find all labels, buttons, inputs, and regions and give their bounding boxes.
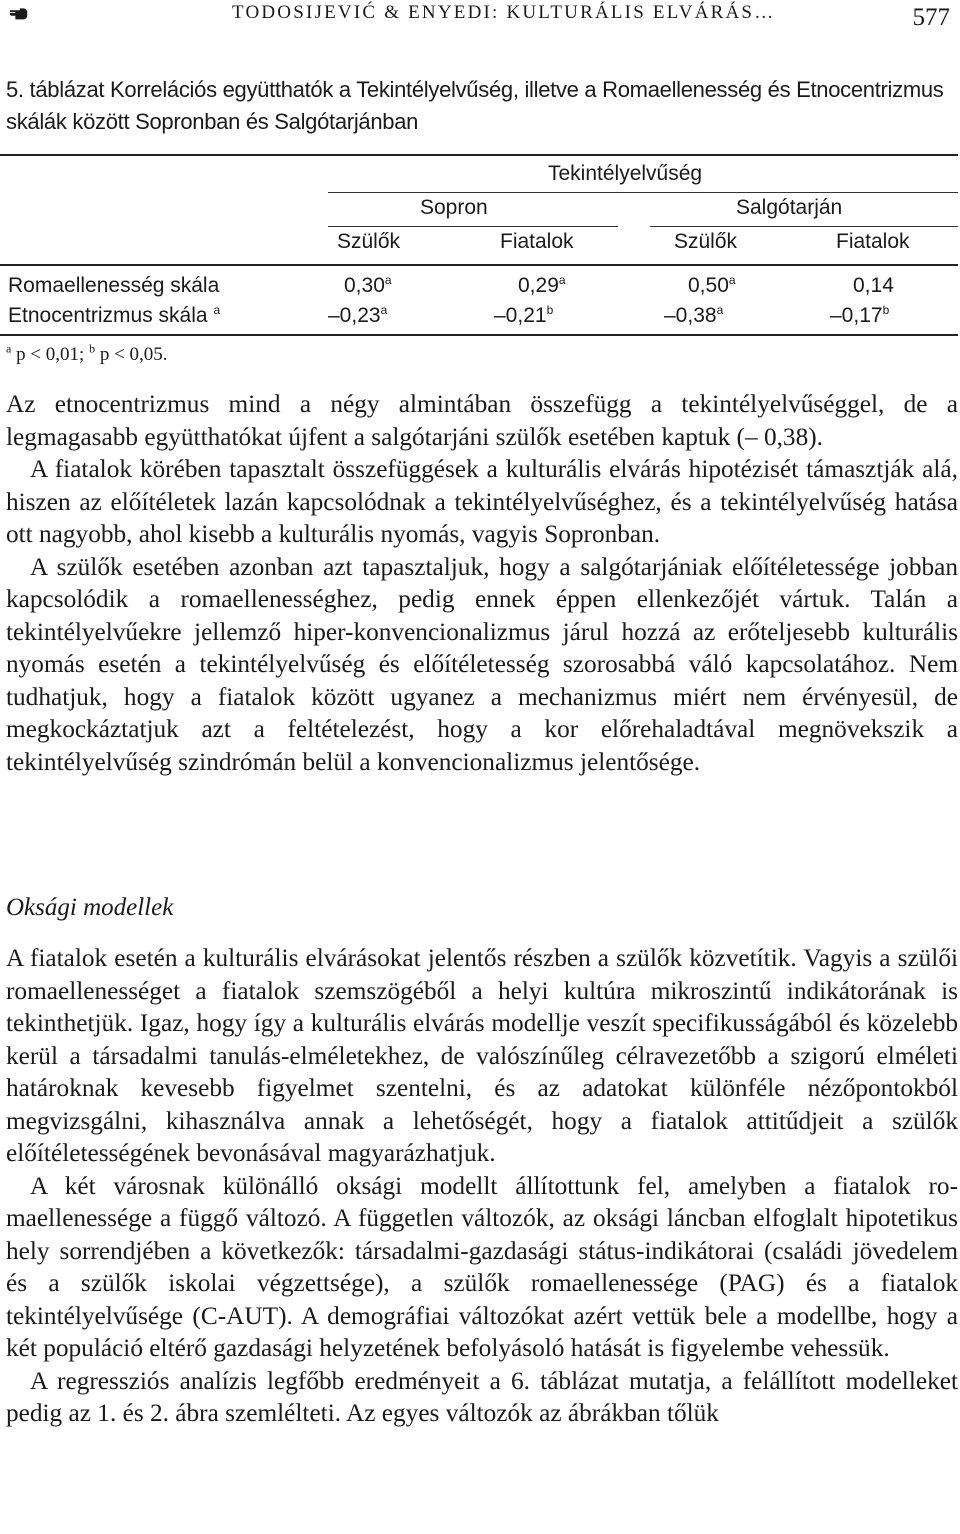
- table-cell: –0,17$^b$: [830, 303, 890, 327]
- salgotarjan-rule: [650, 226, 958, 227]
- section-heading: Oksági modellek: [6, 894, 174, 921]
- row-label: Etnocentrizmus skála $^a$: [8, 303, 221, 327]
- column-header: Szülők: [674, 230, 738, 253]
- running-head: [0, 0, 960, 40]
- table-cell: 0,29$^a$: [518, 273, 566, 297]
- column-header: Szülők: [337, 230, 401, 253]
- group-header: Tekintélyelvűség: [548, 162, 703, 185]
- table-cell: –0,23$^a$: [328, 303, 388, 327]
- table-cell: –0,21$^b$: [494, 303, 554, 327]
- group-header-rule: [328, 192, 958, 193]
- paragraph: A regressziós analízis legfőbb eredményeit a 6. táblázat mutatja, a felállított modelleket pedig az 1. és 2. ábra szemlélteti. Az egyes változók az ábrákban tőlük: [6, 1366, 958, 1427]
- column-header: Fiatalok: [500, 230, 574, 253]
- running-title: TODOSIJEVIĆ & ENYEDI: KULTURÁLIS ELVÁRÁS…: [232, 2, 776, 23]
- row-label: Romaellenesség skála: [8, 274, 220, 297]
- body-text-section-2: [6, 942, 958, 1430]
- paragraph: Az etnocentrizmus mind a négy almintában összefügg a tekintélyelvűséggel, de a legmagasabb együtthatókat újfent a salgótarjáni szülők esetében kaptuk (– 0,38).: [6, 390, 958, 451]
- table-note: $^a$ p < 0,01; $^b$ p < 0,05.: [6, 341, 168, 365]
- table-top-rule: [0, 154, 958, 156]
- city-header-sopron: Sopron: [420, 196, 488, 219]
- table-cell: –0,38$^a$: [664, 303, 724, 327]
- table-cell: 0,14: [853, 274, 894, 297]
- page-number: 577: [912, 4, 950, 31]
- paragraph: A szülők esetében azonban azt tapasztaljuk, hogy a salgótarjániak előítéletessége jobban kapcsolódik a romaellenességhez, pedig ennek éppen ellenkezőjét vártuk. Talán a tekintélyelvűekre jellemző hiper-konvencionalizmus járul hozzá az erőteljesebb kulturális nyomás esetén a tekintélyelvűség és előítéletesség szorosabbá váló kapcsolatához. Nem tudhatjuk, hogy a fiatalok között ugyanez a mechanizmus miért nem érvényesül, de megkockáztatjuk azt a feltételezést, hogy a kor előrehaladtával megnövekszik a tekintélyelvűség szindrómán belül a konvencionalizmus jelentősége.: [6, 552, 958, 776]
- pointing-hand-icon: [8, 2, 30, 24]
- paragraph: A fiatalok esetén a kulturális elvárásokat jelentős részben a szülők közvetítik. Vagyis a szülői romaellenességet a fiatalok szemszögéből a helyi kultúra mikroszintű indikátorának is tekinthetjük. Igaz, hogy így a kulturális elvárás modellje veszít specifikusságából és közelebb kerül a társadalmi tanulás-elméletekhez, de valószínűleg célravezetőbb a szigorú elméleti határoknak kevesebb figyelmet szentelni, és az adatokat különféle nézőpontokból megvizsgálni, kihasználva annak a lehetőségét, hogy a fiatalok attitűdjeit a szülők előítéletességének bevonásával magyarázhatjuk.: [6, 944, 958, 1167]
- city-header-salgotarjan: Salgótarján: [736, 196, 843, 219]
- table-bottom-rule: [0, 334, 958, 336]
- paragraph: A fiatalok körében tapasztalt összefüggések a kulturális elvárás hipotézisét támasztják alá, hiszen az előítéletek lazán kapcsolódnak a tekintélyelvűséghez, és a tekintélyelvűség hatása ott nagyobb, ahol kisebb a kulturális nyomás, vagyis Sopronban.: [6, 455, 958, 548]
- table-cell: 0,30$^a$: [344, 273, 392, 297]
- paragraph: A két városnak különálló oksági modellt állítottunk fel, amelyben a fiatalok romaellenessége a függő változó. A független változók, az oksági láncban elfoglalt hipotetikus hely sorrendjében a következők: társadalmi-gazdasági státus-indikátorai (családi jövedelem és a szülők iskolai végzettsége), a szülők romaellenessége (PAG) és a fiatalok tekintélyelvűsége (C-AUT). A demográfiai változókat azért vettük bele a modellbe, hogy a két populáció eltérő gazdasági helyzetének befolyásoló hatását is figyelembe vehessük.: [6, 1171, 958, 1362]
- table-cell: 0,50$^a$: [688, 273, 736, 297]
- sopron-rule: [328, 226, 618, 227]
- body-text-section-1: [6, 388, 958, 778]
- table-caption: 5. táblázat Korrelációs együtthatók a Tekintélyelvűség, illetve a Romaellenesség és Etnocentrizmus skálák között Sopronban és Salgótarjánban: [6, 77, 944, 134]
- table-header-rule: [0, 264, 958, 266]
- column-header: Fiatalok: [836, 230, 910, 253]
